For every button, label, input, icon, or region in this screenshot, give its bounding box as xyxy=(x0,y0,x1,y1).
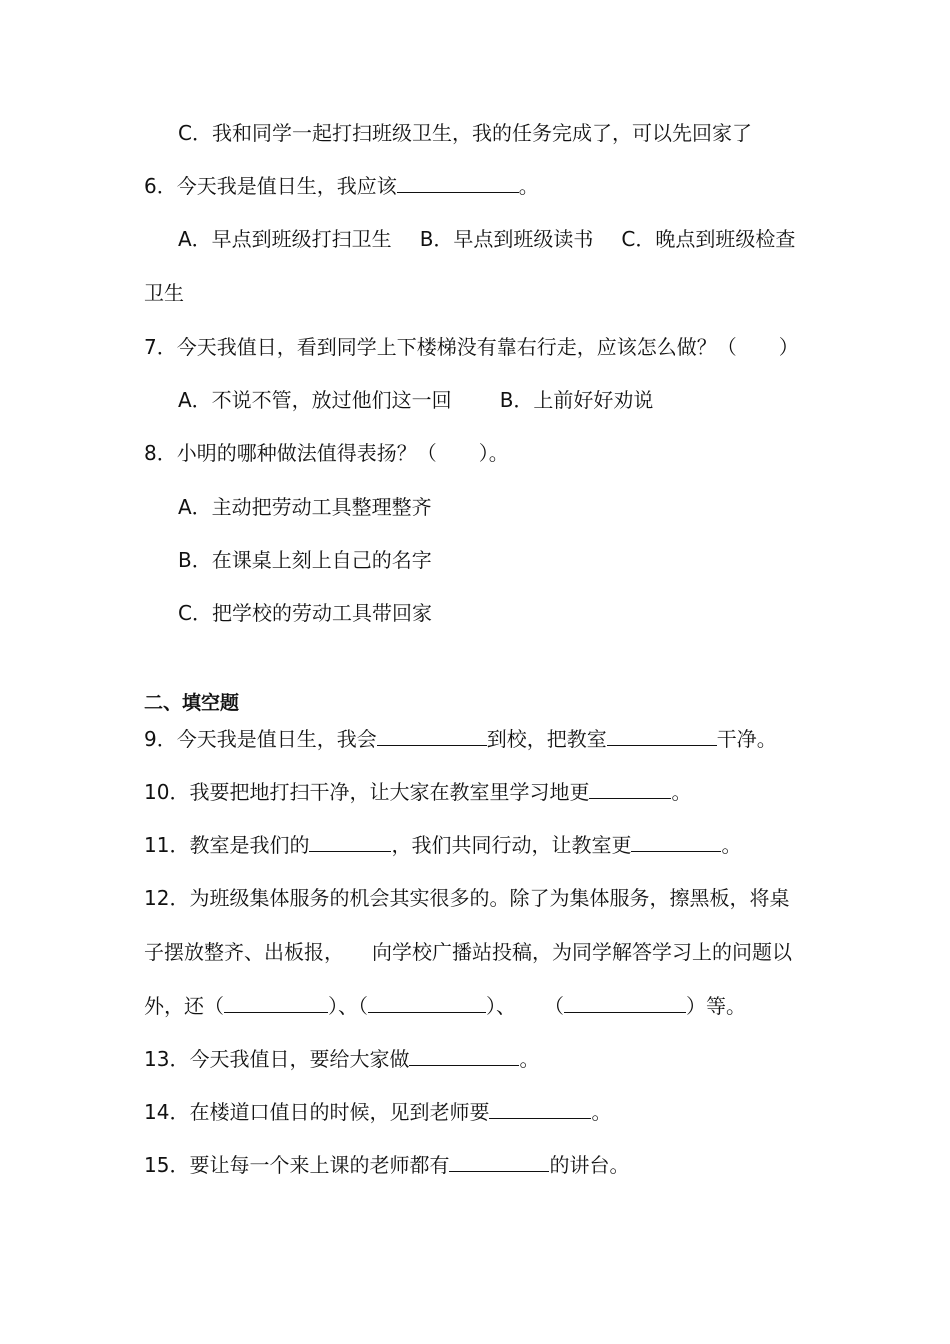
section-2-title: 二、填空题 xyxy=(144,692,240,714)
q8-stem-text: 8．小明的哪种做法值得表扬？（ xyxy=(144,441,437,465)
q12-line-3 xyxy=(144,991,746,1021)
q7-stem xyxy=(144,332,799,362)
q9 xyxy=(144,724,777,754)
q10-text-1: 10．我要把地打扫干净，让大家在教室里学习地更 xyxy=(144,780,590,804)
q13-text-1: 13．今天我值日，要给大家做 xyxy=(144,1047,410,1071)
q12-blank-2[interactable] xyxy=(368,992,486,1013)
q12-text-d: （ xyxy=(544,994,564,1018)
q14-text-1: 14．在楼道口值日的时候，见到老师要 xyxy=(144,1100,490,1124)
q11-text-2: ，我们共同行动，让教室更 xyxy=(391,833,632,857)
q8-option-b: B．在课桌上刻上自己的名字 xyxy=(178,548,432,572)
q12-line-1: 12．为班级集体服务的机会其实很多的。除了为集体服务，擦黑板，将桌 xyxy=(144,886,790,910)
q15 xyxy=(144,1150,629,1180)
q8-stem-close: ）。 xyxy=(478,441,509,465)
q15-text-2: 的讲台。 xyxy=(549,1153,630,1177)
q11 xyxy=(144,830,741,860)
q12-blank-3[interactable] xyxy=(564,992,686,1013)
q12-line-2 xyxy=(144,937,792,967)
q12-text-a: 外，还（ xyxy=(144,994,224,1018)
q11-text-3: 。 xyxy=(721,833,742,857)
q7-option-b: B．上前好好劝说 xyxy=(499,388,654,412)
q9-text-3: 干净。 xyxy=(716,727,777,751)
q6-option-c: C．晚点到班级检查 xyxy=(621,227,796,251)
q7-stem-text: 7．今天我值日，看到同学上下楼梯没有靠右行走，应该怎么做？（ xyxy=(144,335,737,359)
q8-option-c: C．把学校的劳动工具带回家 xyxy=(178,601,432,625)
q13-blank[interactable] xyxy=(409,1045,519,1066)
q12-text-e: ）等。 xyxy=(686,994,746,1018)
q12-line-2a: 子摆放整齐、出板报， xyxy=(144,940,344,964)
q6-option-c-cont: 卫生 xyxy=(144,281,184,305)
q7-stem-close: ） xyxy=(778,335,799,359)
q11-text-1: 11．教室是我们的 xyxy=(144,833,310,857)
q13 xyxy=(144,1044,539,1074)
q12-text-b: ）、（ xyxy=(328,994,368,1018)
q12-text-c: ）、 xyxy=(486,994,516,1018)
q12-blank-1[interactable] xyxy=(224,992,328,1013)
q7-options xyxy=(178,385,653,415)
q7-option-a: A．不说不管，放过他们这一回 xyxy=(178,388,452,412)
q14-text-2: 。 xyxy=(591,1100,612,1124)
q9-blank-2[interactable] xyxy=(607,725,717,746)
q11-blank-2[interactable] xyxy=(631,831,721,852)
q6-option-a: A．早点到班级打扫卫生 xyxy=(178,227,392,251)
q9-text-1: 9．今天我是值日生，我会 xyxy=(144,727,377,751)
q15-text-1: 15．要让每一个来上课的老师都有 xyxy=(144,1153,450,1177)
q13-text-2: 。 xyxy=(519,1047,540,1071)
q10-text-2: 。 xyxy=(671,780,692,804)
q5-option-c: C．我和同学一起打扫班级卫生，我的任务完成了，可以先回家了 xyxy=(178,121,752,145)
q8-stem xyxy=(144,438,509,468)
q14 xyxy=(144,1097,611,1127)
q10-blank[interactable] xyxy=(589,778,671,799)
q12-line-2b: 向学校广播站投稿，为同学解答学习上的问题以 xyxy=(372,940,792,964)
q6-stem-text: 6．今天我是值日生，我应该 xyxy=(144,174,397,198)
q6-option-b: B．早点到班级读书 xyxy=(419,227,594,251)
q9-text-2: 到校，把教室 xyxy=(486,727,607,751)
q14-blank[interactable] xyxy=(489,1098,591,1119)
q6-stem xyxy=(144,171,539,201)
q10 xyxy=(144,777,691,807)
q15-blank[interactable] xyxy=(449,1151,549,1172)
q9-blank-1[interactable] xyxy=(377,725,487,746)
q6-stem-end: 。 xyxy=(518,174,539,198)
q11-blank-1[interactable] xyxy=(309,831,391,852)
q8-option-a: A．主动把劳动工具整理整齐 xyxy=(178,495,432,519)
q6-blank[interactable] xyxy=(397,172,519,193)
q6-options xyxy=(178,224,795,254)
